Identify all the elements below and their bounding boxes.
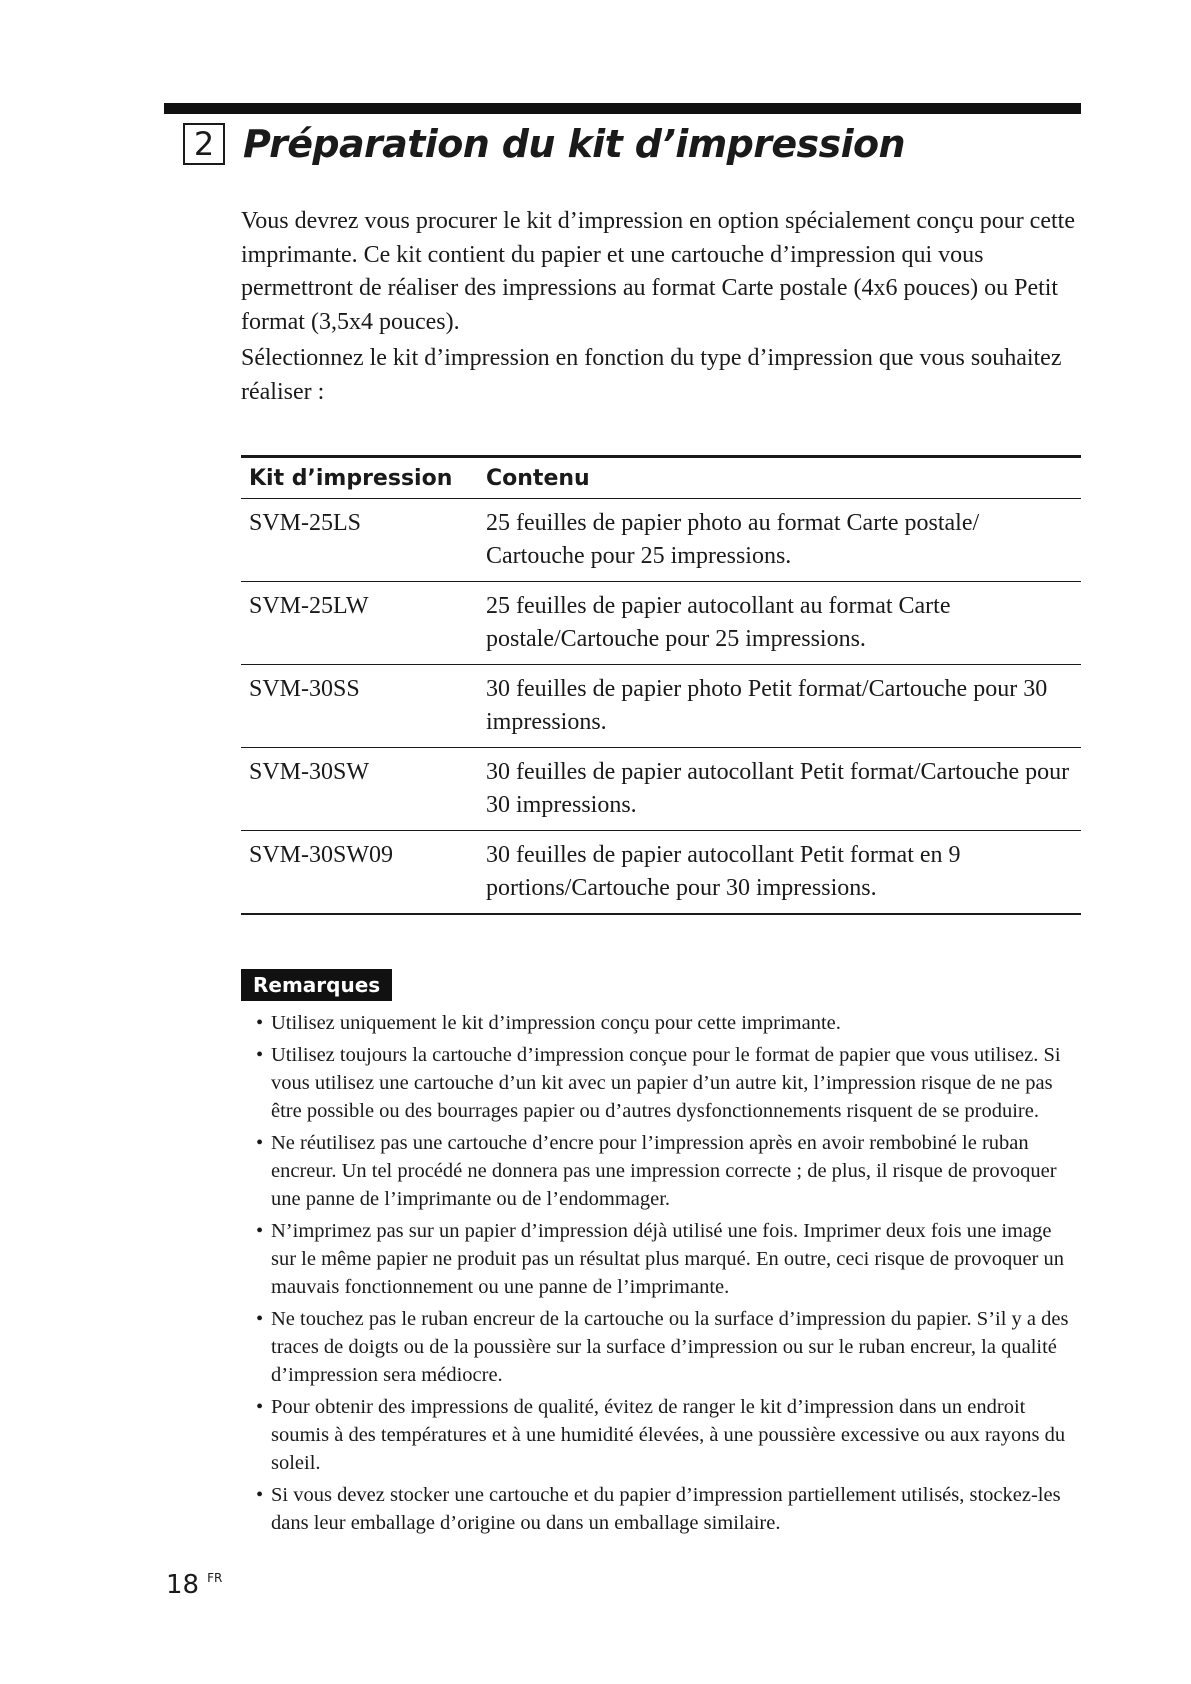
column-header-contents: Contenu xyxy=(478,457,1081,499)
intro-paragraph-2: Sélectionnez le kit d’impression en fonction du type d’impression que vous souhaitez réaliser : xyxy=(241,345,1062,405)
intro-text xyxy=(241,205,1081,412)
remark-item: • Ne touchez pas le ruban encreur de la cartouche ou la surface d’impression du papier. S’il y a des traces de doigts ou de la poussière sur la surface d’impression ou sur le ruban encreur, la qualité d’impression sera médiocre. xyxy=(256,1305,1071,1389)
remark-item: • Utilisez uniquement le kit d’impression conçu pour cette imprimante. xyxy=(256,1009,1071,1037)
table-row xyxy=(241,582,1081,665)
remark-item: • N’imprimez pas sur un papier d’impression déjà utilisé une fois. Imprimer deux fois une image sur le même papier ne produit pas un résultat plus marqué. En outre, ceci risque de provoquer un mauvais fonctionnement ou une panne de l’imprimante. xyxy=(256,1217,1071,1301)
section-heading xyxy=(183,116,905,172)
step-number-box: 2 xyxy=(183,123,225,165)
remarks-label: Remarques xyxy=(241,969,392,1001)
section-top-rule xyxy=(164,103,1081,114)
kit-contents-cell: 30 feuilles de papier photo Petit format/Cartouche pour 30 impressions. xyxy=(478,665,1081,748)
kit-model-cell: SVM-30SW09 xyxy=(241,831,478,915)
kit-contents-cell: 30 feuilles de papier autocollant Petit format/Cartouche pour 30 impressions. xyxy=(478,748,1081,831)
print-kit-table xyxy=(241,455,1081,915)
remarks-list xyxy=(256,1009,1071,1541)
remark-item: • Si vous devez stocker une cartouche et du papier d’impression partiellement utilisés, stockez-les dans leur emballage d’origine ou dans un emballage similaire. xyxy=(256,1481,1071,1537)
kit-contents-cell: 25 feuilles de papier autocollant au format Carte postale/Cartouche pour 25 impressions. xyxy=(478,582,1081,665)
page-title: Préparation du kit d’impression xyxy=(243,122,905,166)
page-footer xyxy=(166,1570,222,1600)
column-header-kit: Kit d’impression xyxy=(241,457,478,499)
kit-model-cell: SVM-25LS xyxy=(241,499,478,582)
kit-contents-cell: 30 feuilles de papier autocollant Petit format en 9 portions/Cartouche pour 30 impressions. xyxy=(478,831,1081,915)
remark-item: • Pour obtenir des impressions de qualité, évitez de ranger le kit d’impression dans un endroit soumis à des températures et à une humidité élevées, à une poussière excessive ou aux rayons du soleil. xyxy=(256,1393,1071,1477)
language-code: FR xyxy=(207,1571,223,1585)
table-row xyxy=(241,831,1081,915)
kit-model-cell: SVM-25LW xyxy=(241,582,478,665)
table-row xyxy=(241,499,1081,582)
page-number: 18 xyxy=(166,1570,200,1600)
table-header-row xyxy=(241,457,1081,499)
table-row xyxy=(241,665,1081,748)
table-row xyxy=(241,748,1081,831)
remark-item: • Ne réutilisez pas une cartouche d’encre pour l’impression après en avoir rembobiné le ruban encreur. Un tel procédé ne donnera pas une impression correcte ; de plus, il risque de provoquer une panne de l’imprimante ou de l’endommager. xyxy=(256,1129,1071,1213)
kit-model-cell: SVM-30SS xyxy=(241,665,478,748)
kit-contents-cell: 25 feuilles de papier photo au format Carte postale/ Cartouche pour 25 impressions. xyxy=(478,499,1081,582)
intro-paragraph-1: Vous devrez vous procurer le kit d’impression en option spécialement conçu pour cette imprimante. Ce kit contient du papier et une cartouche d’impression qui vous permettront de réaliser des impressions au format Carte postale (4x6 pouces) ou Petit format (3,5x4 pouces). xyxy=(241,208,1075,335)
kit-model-cell: SVM-30SW xyxy=(241,748,478,831)
remark-item: • Utilisez toujours la cartouche d’impression conçue pour le format de papier que vous utilisez. Si vous utilisez une cartouche d’un kit avec un papier d’un autre kit, l’impression risque de ne pas être possible ou des bourrages papier ou d’autres dysfonctionnements risquent de se produire. xyxy=(256,1041,1071,1125)
